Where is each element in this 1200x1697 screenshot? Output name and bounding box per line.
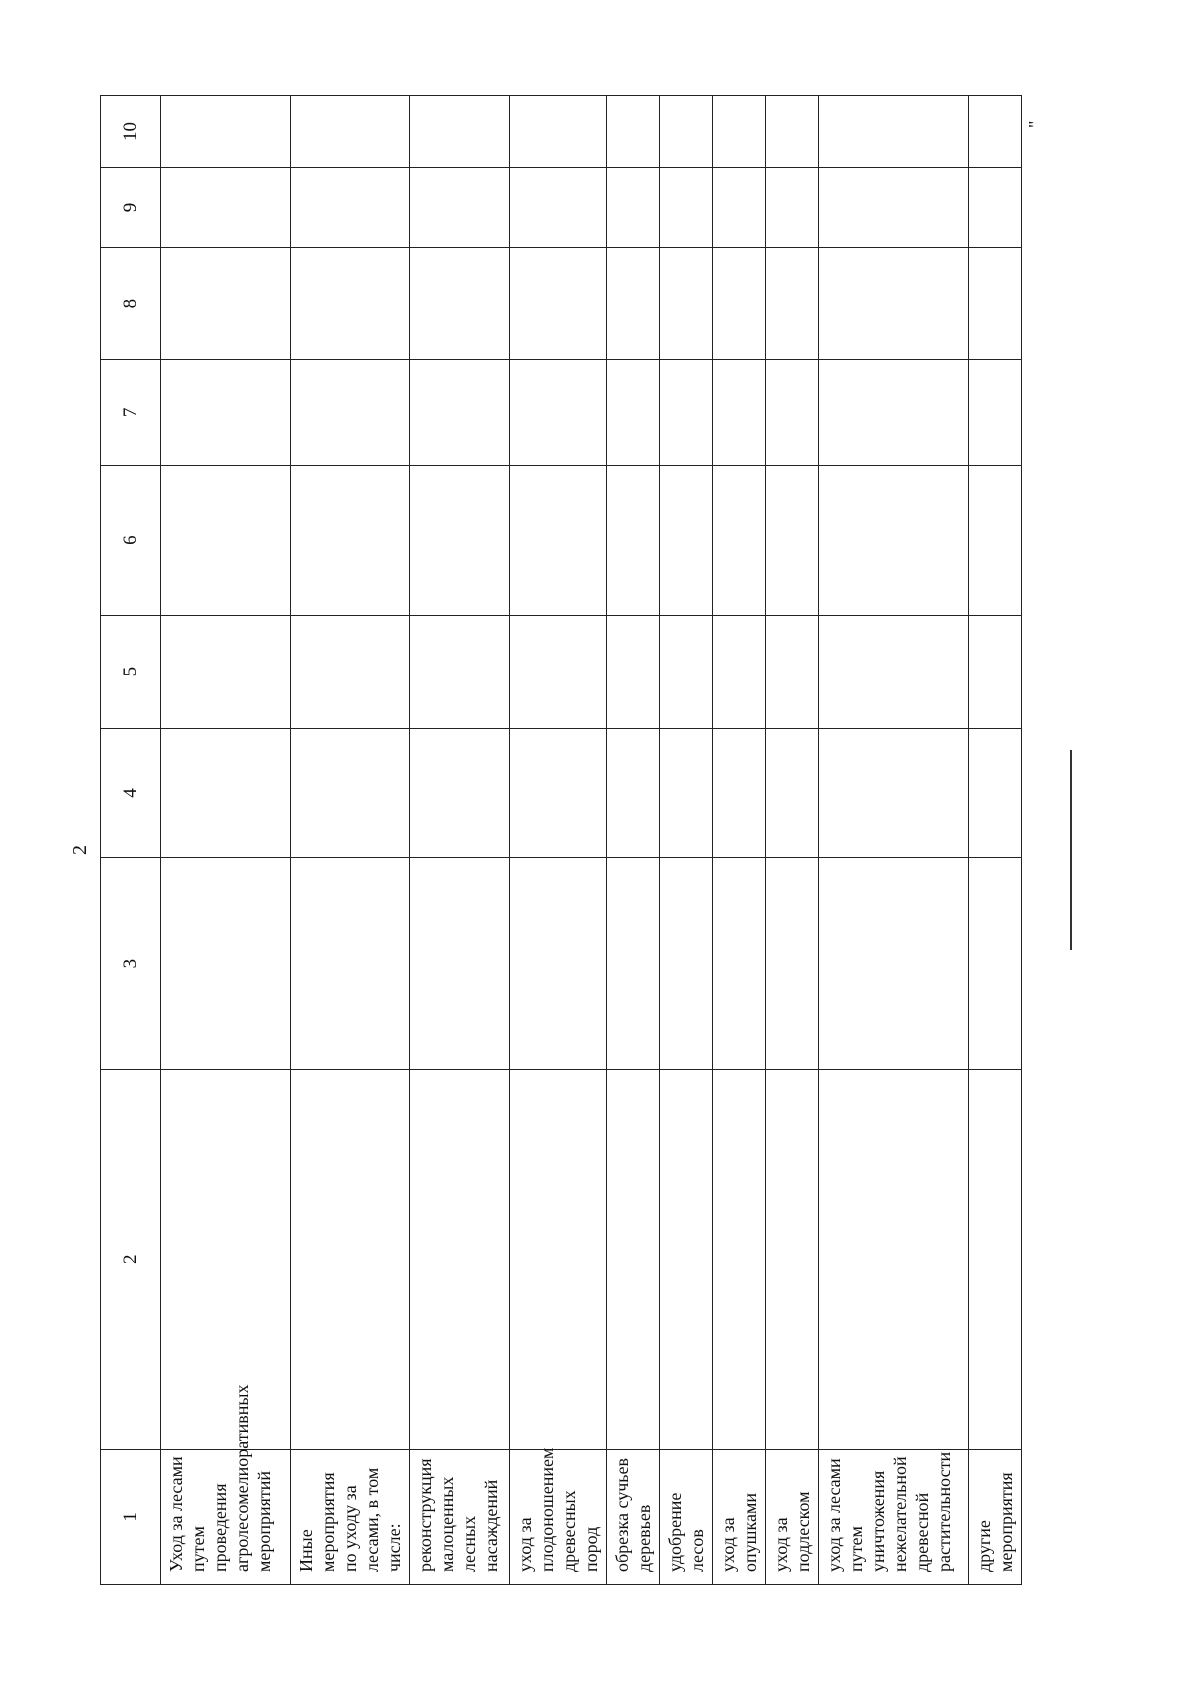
table-cell bbox=[819, 167, 969, 247]
table-row bbox=[713, 96, 766, 1585]
table-row bbox=[766, 96, 819, 1585]
table-cell bbox=[969, 728, 1022, 858]
rotated-table-inner bbox=[100, 95, 1020, 1585]
table-cell bbox=[713, 615, 766, 728]
table-cell bbox=[969, 1069, 1022, 1449]
table-cell bbox=[969, 360, 1022, 466]
table-cell bbox=[969, 248, 1022, 360]
table-cell bbox=[819, 248, 969, 360]
table-cell bbox=[713, 248, 766, 360]
table-cell bbox=[660, 615, 713, 728]
table-cell bbox=[819, 728, 969, 858]
row-label: уход за опушками bbox=[713, 1449, 766, 1584]
closing-quote-mark: " bbox=[1025, 120, 1045, 128]
table-cell bbox=[713, 465, 766, 615]
table-cell bbox=[713, 167, 766, 247]
table-cell bbox=[660, 728, 713, 858]
table-cell bbox=[161, 465, 291, 615]
column-header: 8 bbox=[101, 248, 161, 360]
table-cell bbox=[510, 248, 607, 360]
table-cell bbox=[660, 167, 713, 247]
table-cell bbox=[713, 360, 766, 466]
table-row bbox=[510, 96, 607, 1585]
row-label: уход за лесами путем уничтожения нежелательной древесной растительности bbox=[819, 1449, 969, 1584]
table-cell bbox=[607, 728, 660, 858]
table-cell bbox=[161, 1069, 291, 1449]
column-header: 6 bbox=[101, 465, 161, 615]
table-cell bbox=[713, 728, 766, 858]
table-cell bbox=[607, 167, 660, 247]
table-cell bbox=[819, 615, 969, 728]
table-cell bbox=[510, 615, 607, 728]
column-header: 3 bbox=[101, 858, 161, 1069]
table-row bbox=[607, 96, 660, 1585]
column-header: 4 bbox=[101, 728, 161, 858]
table-cell bbox=[510, 465, 607, 615]
table-cell bbox=[410, 728, 510, 858]
table-cell bbox=[766, 615, 819, 728]
table-cell bbox=[969, 615, 1022, 728]
table-cell bbox=[410, 858, 510, 1069]
table-cell bbox=[410, 167, 510, 247]
table-cell bbox=[410, 248, 510, 360]
table-cell bbox=[660, 858, 713, 1069]
table-cell bbox=[161, 360, 291, 466]
table-cell bbox=[291, 167, 410, 247]
table-cell bbox=[766, 248, 819, 360]
table-cell bbox=[969, 858, 1022, 1069]
row-label: другие мероприятия bbox=[969, 1449, 1022, 1584]
column-header: 9 bbox=[101, 167, 161, 247]
table-cell bbox=[819, 360, 969, 466]
table-cell bbox=[510, 1069, 607, 1449]
table-cell bbox=[766, 1069, 819, 1449]
table-row bbox=[410, 96, 510, 1585]
table-cell bbox=[819, 1069, 969, 1449]
separator-rule bbox=[1070, 750, 1072, 950]
table-row bbox=[291, 96, 410, 1585]
table-cell bbox=[607, 360, 660, 466]
table-cell bbox=[161, 858, 291, 1069]
table-cell bbox=[291, 728, 410, 858]
column-header: 10 bbox=[101, 96, 161, 168]
column-header: 1 bbox=[101, 1449, 161, 1584]
table-cell bbox=[161, 248, 291, 360]
table-cell bbox=[607, 615, 660, 728]
table-cell bbox=[291, 248, 410, 360]
table-cell bbox=[713, 96, 766, 168]
table-cell bbox=[161, 167, 291, 247]
table-cell bbox=[660, 248, 713, 360]
table-cell bbox=[660, 96, 713, 168]
table-cell bbox=[607, 465, 660, 615]
table-row bbox=[161, 96, 291, 1585]
table-cell bbox=[819, 96, 969, 168]
rotated-table-frame bbox=[100, 95, 1020, 1585]
table-cell bbox=[410, 615, 510, 728]
table-header-row bbox=[101, 96, 161, 1585]
row-label: реконструкция малоценных лесных насаждений bbox=[410, 1449, 510, 1584]
table-row bbox=[819, 96, 969, 1585]
table-cell bbox=[607, 858, 660, 1069]
table-cell bbox=[766, 96, 819, 168]
table-cell bbox=[291, 465, 410, 615]
table-cell bbox=[766, 728, 819, 858]
table-cell bbox=[161, 96, 291, 168]
table-cell bbox=[819, 465, 969, 615]
table-cell bbox=[660, 360, 713, 466]
table-cell bbox=[607, 96, 660, 168]
column-header: 5 bbox=[101, 615, 161, 728]
table-cell bbox=[291, 615, 410, 728]
table-cell bbox=[291, 1069, 410, 1449]
table-cell bbox=[819, 858, 969, 1069]
table-cell bbox=[969, 465, 1022, 615]
table-cell bbox=[161, 615, 291, 728]
table-cell bbox=[410, 1069, 510, 1449]
table-cell bbox=[161, 728, 291, 858]
table-cell bbox=[410, 465, 510, 615]
table-cell bbox=[510, 360, 607, 466]
row-label: удобрение лесов bbox=[660, 1449, 713, 1584]
table-cell bbox=[291, 360, 410, 466]
column-header: 7 bbox=[101, 360, 161, 466]
table-row bbox=[660, 96, 713, 1585]
row-label: уход за подлеском bbox=[766, 1449, 819, 1584]
table-cell bbox=[766, 858, 819, 1069]
table-cell bbox=[510, 96, 607, 168]
table-cell bbox=[766, 360, 819, 466]
table-cell bbox=[713, 858, 766, 1069]
table-cell bbox=[410, 96, 510, 168]
page-number: 2 bbox=[69, 845, 91, 855]
table-cell bbox=[607, 248, 660, 360]
table-cell bbox=[291, 858, 410, 1069]
table-cell bbox=[713, 1069, 766, 1449]
table-row bbox=[969, 96, 1022, 1585]
table-cell bbox=[766, 167, 819, 247]
row-label: обрезка сучьев деревьев bbox=[607, 1449, 660, 1584]
table-cell bbox=[660, 1069, 713, 1449]
table-cell bbox=[410, 360, 510, 466]
table-cell bbox=[969, 96, 1022, 168]
table-cell bbox=[510, 858, 607, 1069]
table-cell bbox=[660, 465, 713, 615]
row-label: Иные мероприятия по уходу за лесами, в том числе: bbox=[291, 1449, 410, 1584]
table-cell bbox=[969, 167, 1022, 247]
row-label: уход за плодоношением древесных пород bbox=[510, 1449, 607, 1584]
activities-table bbox=[100, 95, 1022, 1585]
table-cell bbox=[766, 465, 819, 615]
table-cell bbox=[291, 96, 410, 168]
row-label: Уход за лесами путем проведения агролесомелиоративных мероприятий bbox=[161, 1449, 291, 1584]
table-cell bbox=[510, 728, 607, 858]
column-header: 2 bbox=[101, 1069, 161, 1449]
table-cell bbox=[510, 167, 607, 247]
table-cell bbox=[607, 1069, 660, 1449]
